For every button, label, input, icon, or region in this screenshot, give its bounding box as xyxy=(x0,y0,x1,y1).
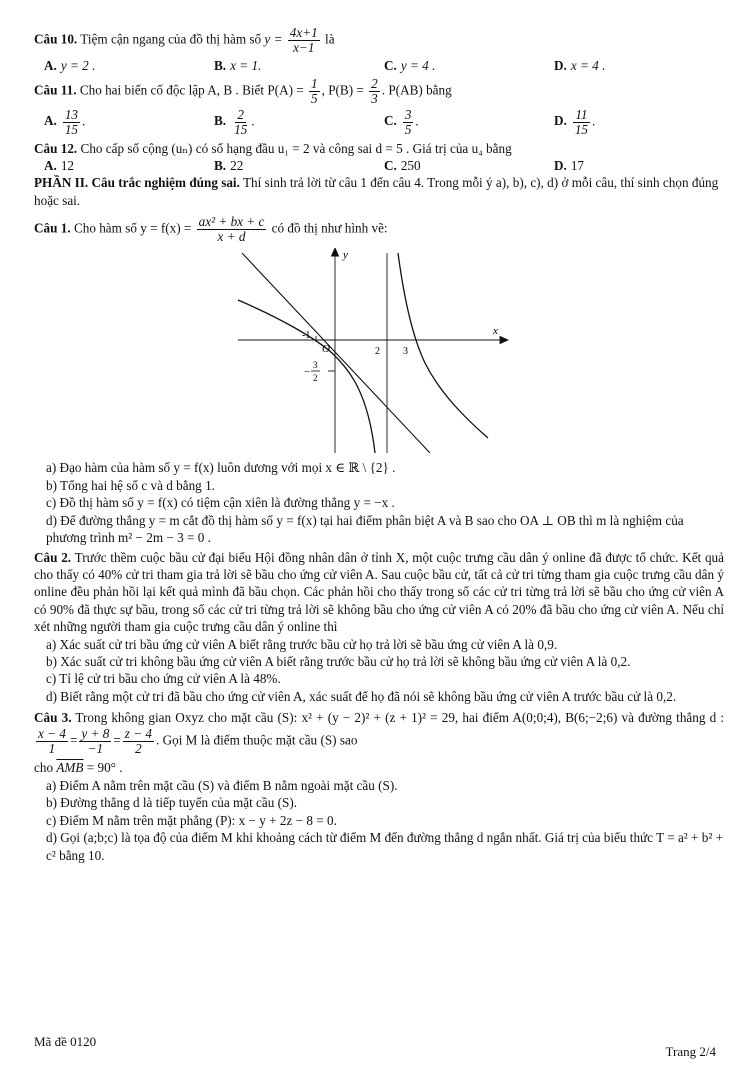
angle: $\overline{AMB}$ xyxy=(56,760,84,776)
tf-question-3-items xyxy=(34,777,724,864)
option-text: 250 xyxy=(400,158,421,173)
function-graph xyxy=(220,248,520,453)
option-letter: B. xyxy=(214,57,227,73)
option-letter: B. xyxy=(214,113,227,129)
fraction xyxy=(79,727,111,756)
tf-question-1 xyxy=(34,215,724,244)
statement-b[interactable]: b) Tổng hai hệ số c và d bằng 1. xyxy=(46,477,215,493)
options-q10 xyxy=(44,57,724,74)
question-tail: . Gọi M là điểm thuộc mặt cầu (S) sao xyxy=(156,732,358,748)
option-d[interactable]: D. $\frac{11}{15}$ . xyxy=(554,106,596,137)
part2-intro xyxy=(34,174,724,209)
origin-label: O xyxy=(322,342,330,355)
option-b[interactable] xyxy=(214,57,384,74)
option-b[interactable]: B. $\frac{2}{15}$ . xyxy=(214,106,255,137)
denominator: −1 xyxy=(87,740,104,756)
exam-code: Mã đề 0120 xyxy=(34,1034,97,1049)
numerator: y + 8 xyxy=(81,725,110,741)
option-letter: C. xyxy=(384,158,397,173)
option-c[interactable]: C. $\frac{3}{5}$ . xyxy=(384,106,419,137)
option-text: 12 xyxy=(60,158,75,173)
tick-label-y-num: 3 xyxy=(313,359,318,370)
question-11 xyxy=(34,77,724,106)
denominator: 15 xyxy=(64,121,79,137)
statement-b[interactable]: b) Đường thẳng d là tiếp tuyến của mặt cầu (S). xyxy=(46,795,298,811)
statement-c[interactable]: c) Tỉ lệ cử tri bầu cho ứng cử viên A là 48%. xyxy=(46,671,281,687)
tf-question-2-items xyxy=(34,636,724,706)
option-text: x = 4 . xyxy=(570,57,606,73)
question-12 xyxy=(34,140,724,157)
option-letter: D. xyxy=(554,113,567,129)
denominator: 15 xyxy=(234,121,248,137)
tick-label-3: 3 xyxy=(403,345,408,357)
text: = 90° . xyxy=(86,760,123,776)
option-letter: A. xyxy=(44,57,57,73)
tf-question-3: Câu 3. Trong không gian Oxyz cho mặt cầu (S): x² + (y − 2)² + (z + 1)² = 29, hai điểm A(0;0;4), B(6;−2;6) và đường thẳng d : $\frac{x - 4}{1}$ = $\frac{y + 8}{-1}$ = $\frac{z - 4}{2}$ . Gọi M là điểm thuộc mặt cầu (S) sao xyxy=(34,710,724,756)
option-text: x = 1. xyxy=(230,57,262,73)
option-text: 17 xyxy=(570,158,585,173)
denominator: 2 xyxy=(135,740,142,756)
fraction xyxy=(123,727,154,756)
x-axis-arrow xyxy=(500,336,508,343)
statement-c[interactable]: c) Điểm M nằm trên mặt phẳng (P): x − y + 2z − 8 = 0. xyxy=(46,812,337,828)
option-text: y = 2 . xyxy=(60,57,96,73)
fraction xyxy=(403,108,414,137)
denominator: x−1 xyxy=(293,39,315,55)
numerator: ax² + bx + c xyxy=(198,214,265,230)
fraction xyxy=(197,215,267,244)
option-letter: D. xyxy=(554,57,567,73)
question-tail: có đồ thị như hình vẽ: xyxy=(271,220,388,236)
text: cho xyxy=(34,760,54,776)
statement-a[interactable]: a) Đạo hàm của hàm số y = f(x) luôn dương với mọi x ∈ ℝ \ {2} . xyxy=(46,460,396,476)
option-c[interactable] xyxy=(384,57,554,74)
y-label: y xyxy=(343,248,348,261)
denominator: 3 xyxy=(371,91,378,106)
question-text: Cho cấp số cộng (uₙ) có số hạng đầu u₁ = 2 và công sai d = 5 . Giá trị của u₄ bằng xyxy=(80,140,512,156)
tick-label-y-sign: − xyxy=(304,365,311,378)
denominator: x + d xyxy=(217,229,246,245)
statement-b[interactable]: b) Xác suất cử tri không bầu ứng cử viên A biết rằng trước bầu cử họ trả lời sẽ không bầu ứng cử viên A là 0,2. xyxy=(46,654,631,670)
page-number: Trang 2/4 xyxy=(665,1044,716,1059)
numerator: 11 xyxy=(575,106,588,122)
numerator: z − 4 xyxy=(124,725,152,741)
numerator: x − 4 xyxy=(38,725,66,741)
tf-question-1-items xyxy=(34,459,724,546)
question-text: Trước thềm cuộc bầu cử đại biểu Hội đồng nhân dân ở tỉnh X, một cuộc trưng cầu dân ý online đã được tổ chức. Kết quả cho thấy có 40% cử tri tham gia trả lời sẽ bầu cho ứng cử viên A. Sau cuộc bầu cử, tất cả cử tri từng tham gia cuộc trưng cầu dân ý online đều phản hồi lại kết quả mình đã bầu chọn. Các phản hồi cho thấy trong số các cử tri từng trả lời sẽ bầu cho ứng cử viên A có 90% đã thực sự bầu, trong số các cử tri từng trả lời sẽ không bầu cho ứng cử viên A có 20% đã bầu cho ứng cử viên A. Nếu chỉ xét những người tham gia cuộc trưng cầu dân ý online thì xyxy=(34,549,725,635)
statement-d[interactable]: d) Gọi (a;b;c) là tọa độ của điểm M khi khoảng cách từ điểm M đến đường thẳng d ngắn nhất. Giá trị của biểu thức T = a² + b² + c² bằng 10. xyxy=(46,830,724,863)
denominator: 5 xyxy=(404,121,412,137)
fraction xyxy=(309,77,320,106)
function-name: y = xyxy=(264,31,283,47)
part-heading: PHẦN II. Câu trắc nghiệm đúng sai. xyxy=(34,175,240,191)
denominator: 1 xyxy=(48,740,56,756)
oblique-asymptote xyxy=(242,253,430,453)
question-label: Câu 1. xyxy=(34,220,71,236)
denominator: 15 xyxy=(574,121,589,137)
page-footer xyxy=(34,1033,716,1060)
x-label: x xyxy=(493,324,498,337)
fraction xyxy=(63,108,80,137)
options-q11 xyxy=(44,108,724,137)
fraction xyxy=(573,108,590,137)
statement-c[interactable]: c) Đồ thị hàm số y = f(x) có tiệm cận xiên là đường thẳng y = −x . xyxy=(46,495,395,511)
graph-lines xyxy=(238,248,508,453)
numerator: 2 xyxy=(371,76,378,92)
question-label: Câu 12. xyxy=(34,140,78,156)
denominator: 5 xyxy=(311,91,318,106)
question-label: Câu 2. xyxy=(34,549,72,565)
question-text-mid: , P(B) = xyxy=(321,82,364,98)
option-letter: A. xyxy=(44,113,57,129)
part-instructions: Thí sinh trả lời từ câu 1 đến câu 4. Trong mỗi ý a), b), c), d) ở mỗi câu, thí sinh chọn đúng hoặc sai. xyxy=(34,175,719,208)
tf-question-2 xyxy=(34,549,724,636)
question-text: Cho hàm số y = f(x) = xyxy=(73,220,192,236)
question-tail: . P(AB) bằng xyxy=(381,82,452,98)
y-axis-arrow xyxy=(332,248,339,256)
fraction xyxy=(288,26,320,55)
option-a[interactable]: A. $\frac{13}{15}$ . xyxy=(44,106,86,137)
option-d[interactable] xyxy=(554,57,724,74)
right-branch xyxy=(398,253,488,438)
question-text: Trong không gian Oxyz cho mặt cầu (S): x² + (y − 2)² + (z + 1)² = 29, hai điểm A(0;0;4), B(6;−2;6) và đường thẳng d : xyxy=(75,710,724,726)
question-label: Câu 10. xyxy=(34,31,78,47)
option-c[interactable] xyxy=(384,157,554,174)
tick-label-y-den: 2 xyxy=(313,372,318,383)
option-letter: B. xyxy=(214,158,227,173)
fraction xyxy=(232,108,249,137)
option-b[interactable] xyxy=(214,157,384,174)
tf-question-3-line2 xyxy=(34,759,724,776)
fraction xyxy=(36,727,68,756)
option-text: y = 4 . xyxy=(400,57,436,73)
statement-a[interactable]: a) Xác suất cử tri bầu ứng cử viên A biết rằng trước bầu cử họ trả lời sẽ bầu ứng cử viên A là 0,9. xyxy=(46,636,558,652)
question-text: Tiệm cận ngang của đồ thị hàm số xyxy=(80,31,262,47)
numerator: 1 xyxy=(311,76,318,92)
option-a[interactable] xyxy=(44,57,214,74)
tick-label-2: 2 xyxy=(375,345,380,357)
question-text: Cho hai biến cố độc lập A, B . Biết P(A) = xyxy=(79,82,304,98)
option-letter: A. xyxy=(44,158,57,173)
option-d[interactable] xyxy=(554,157,724,174)
exam-page xyxy=(34,26,724,864)
option-letter: C. xyxy=(384,113,397,129)
option-text: 22 xyxy=(230,158,244,173)
statement-d[interactable]: d) Biết rằng một cử tri đã bầu cho ứng cử viên A, xác suất để họ đã nói sẽ không bầu ứng cử viên A trước bầu cử là 0,2. xyxy=(46,688,677,704)
question-label: Câu 3. xyxy=(34,710,72,726)
statement-a[interactable]: a) Điểm A nằm trên mặt cầu (S) và điểm B nằm ngoài mặt cầu (S). xyxy=(46,777,398,793)
numerator: 13 xyxy=(64,106,79,122)
numerator: 4x+1 xyxy=(289,25,318,40)
numerator: 3 xyxy=(404,106,412,122)
option-a[interactable] xyxy=(44,157,214,174)
question-label: Câu 11. xyxy=(34,82,77,98)
option-letter: D. xyxy=(554,158,567,173)
question-10 xyxy=(34,26,724,55)
option-letter: C. xyxy=(384,57,397,73)
statement-d[interactable]: d) Để đường thẳng y = m cắt đồ thị hàm số y = f(x) tại hai điểm phân biệt A và B sao cho OA ⊥ OB thì m là nghiệm của phương trình m² − 2m − 3 = 0 . xyxy=(46,512,684,546)
fraction xyxy=(369,77,380,106)
question-tail: là xyxy=(325,31,335,47)
options-q12 xyxy=(44,157,724,174)
tick-label-neg1: -1 xyxy=(302,329,311,341)
numerator: 2 xyxy=(237,106,244,122)
